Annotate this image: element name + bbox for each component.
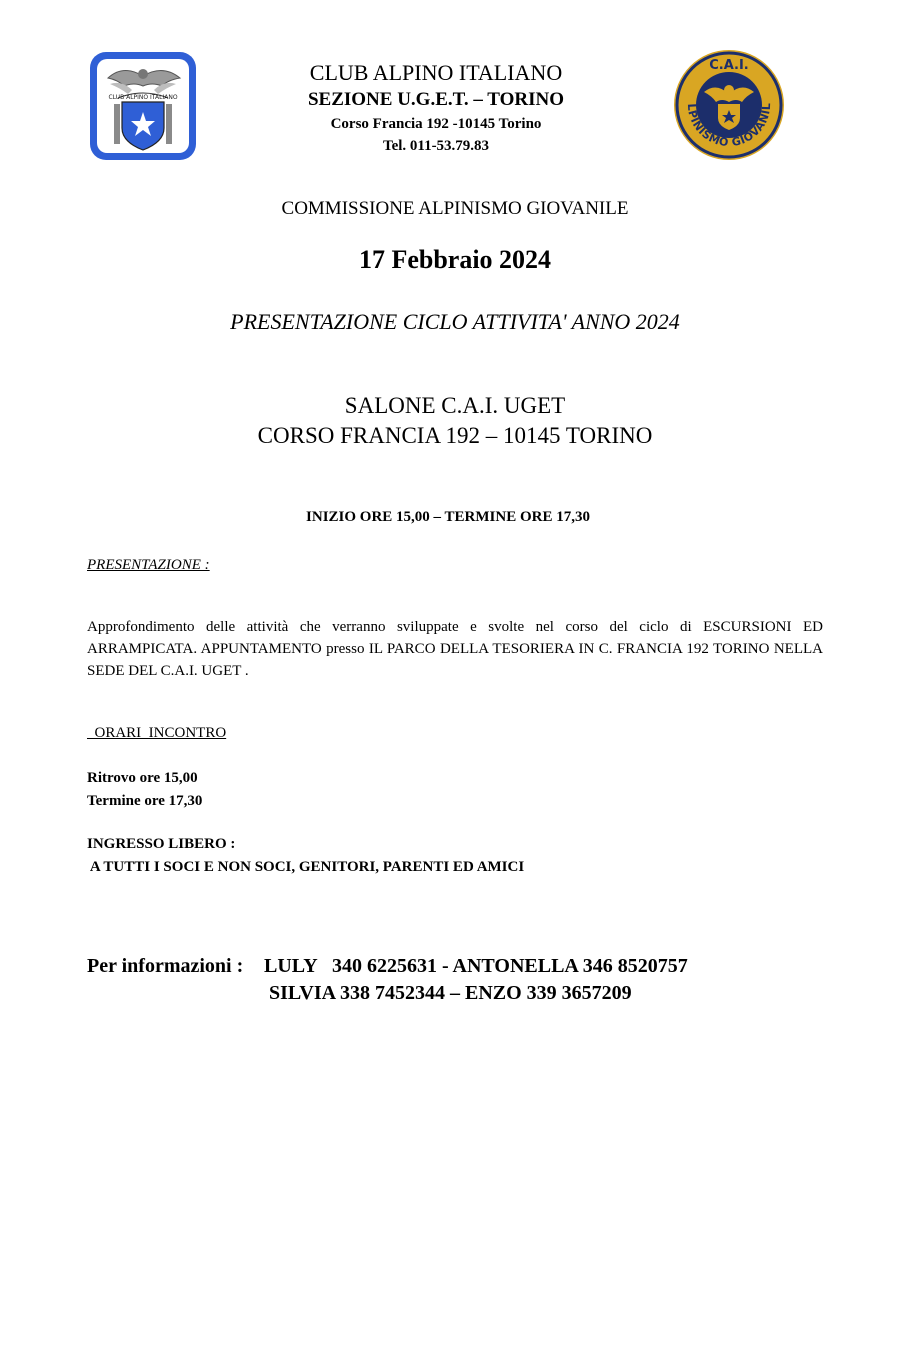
contacts-line-2: SILVIA 338 7452344 – ENZO 339 3657209 [269,982,632,1004]
meeting-times-label: ORARI INCONTRO [87,725,227,741]
presentation-label: PRESENTAZIONE : [87,557,210,573]
contacts-line-1: LULY 340 6225631 - ANTONELLA 346 8520757 [264,955,688,977]
right-logo-top-text: C.A.I. [709,58,749,73]
address: Corso Francia 192 -10145 Torino [330,116,542,132]
venue-address: CORSO FRANCIA 192 – 10145 TORINO [257,423,653,448]
club-name: CLUB ALPINO ITALIANO [309,60,563,85]
presentation-text: Approfondimento delle attività che verranno sviluppate e svolte nel corso del ciclo di ESCURSIONI ED ARRAMPICATA. APPUNTAMENTO presso IL PARCO DELLA TESORIERA IN C. FRANCIA 192 TORINO NELLA SEDE DEL C.A.I. UGET . [87,619,823,679]
section-name: SEZIONE U.G.E.T. – TORINO [307,89,565,110]
meeting-end: Termine ore 17,30 [87,793,203,809]
phone: Tel. 011-53.79.83 [382,138,490,154]
meeting-start: Ritrovo ore 15,00 [87,770,198,786]
event-subtitle: PRESENTAZIONE CICLO ATTIVITA' ANNO 2024 [230,309,680,334]
cai-logo-left [88,50,198,162]
left-logo-text: CLUB ALPINO ITALIANO [108,94,178,101]
venue-name: SALONE C.A.I. UGET [344,393,566,418]
entry-label: INGRESSO LIBERO : [87,836,236,852]
event-date: 17 Febbraio 2024 [358,245,552,274]
cai-eagle-star-logo-icon [88,50,198,162]
schedule-line: INIZIO ORE 15,00 – TERMINE ORE 17,30 [306,509,590,525]
right-logo-ring-text: LPINISMO GIOVANIL [684,102,774,150]
commission-title: COMMISSIONE ALPINISMO GIOVANILE [281,198,629,219]
cai-logo-right [672,48,786,162]
entry-text: A TUTTI I SOCI E NON SOCI, GENITORI, PARENTI ED AMICI [87,859,525,875]
contacts-label: Per informazioni : [87,955,244,977]
alpinismo-giovanile-badge-icon [672,48,786,162]
